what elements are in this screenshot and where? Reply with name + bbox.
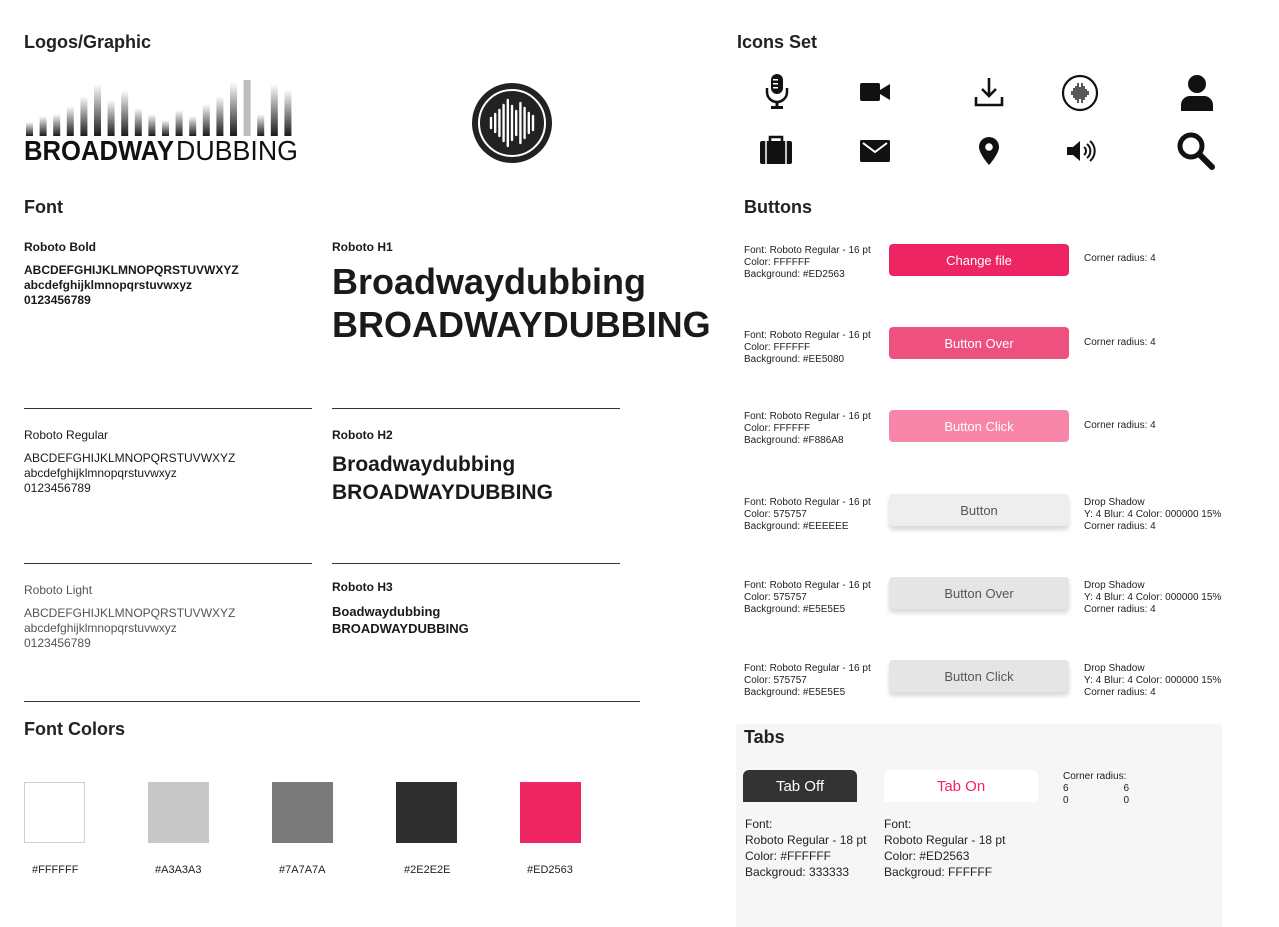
font-name: Roboto H3	[332, 580, 393, 594]
logo-bar	[176, 110, 183, 136]
logo-bar	[67, 106, 74, 136]
logo-bar	[216, 96, 223, 136]
font-sample-regular	[24, 428, 304, 496]
h1-sample-line1: Broadwaydubbing	[332, 261, 646, 302]
logo-bar	[284, 90, 291, 136]
section-title-buttons: Buttons	[744, 197, 812, 217]
button-spec: Font: Roboto Regular - 16 pt Color: 575757 Background: #E5E5E5	[744, 663, 871, 698]
button-spec: Font: Roboto Regular - 16 pt Color: 575757 Background: #EEEEEE	[744, 497, 871, 532]
font-name: Roboto H1	[332, 240, 393, 254]
briefcase-icon	[759, 135, 793, 165]
logo-bar	[271, 84, 278, 136]
logo-bar	[94, 84, 101, 136]
location-pin-icon	[976, 135, 1002, 167]
h3-sample-line2: BROADWAYDUBBING	[332, 621, 469, 636]
divider	[24, 701, 640, 702]
tab-corner-radius-note: Corner radius: 6 6 0 0	[1063, 771, 1129, 806]
button-spec: Font: Roboto Regular - 16 pt Color: 575757 Background: #E5E5E5	[744, 580, 871, 615]
logo-bar	[148, 114, 155, 136]
uppercase-sample: ABCDEFGHIJKLMNOPQRSTUVWXYZ	[24, 606, 236, 620]
logo-bar	[189, 116, 196, 136]
microphone-icon	[761, 73, 793, 111]
button-over-gray[interactable]: Button Over	[889, 577, 1069, 609]
font-sample-h2	[332, 428, 632, 507]
lowercase-sample: abcdefghijklmnopqrstuvwxyz	[24, 278, 193, 292]
tab-off-spec: Font: Roboto Regular - 18 pt Color: #FFFFFF Backgroud: 333333	[745, 817, 867, 879]
h3-sample-line1: Boadwaydubbing	[332, 604, 441, 619]
digits-sample: 0123456789	[24, 636, 91, 650]
broadway-badge-logo	[471, 82, 553, 164]
color-swatch-white	[24, 782, 85, 843]
section-title-font: Font	[24, 197, 63, 217]
logo-word-bold: BROADWAY	[24, 135, 175, 164]
button-note: Drop Shadow Y: 4 Blur: 4 Color: 000000 15% Corner radius: 4	[1084, 497, 1222, 532]
uppercase-sample: ABCDEFGHIJKLMNOPQRSTUVWXYZ	[24, 263, 239, 277]
color-hex-label: #FFFFFF	[32, 864, 79, 876]
color-hex-label: #ED2563	[527, 864, 573, 876]
logo-bar	[162, 120, 169, 136]
section-title-tabs: Tabs	[744, 727, 785, 747]
h2-sample-line1: Broadwaydubbing	[332, 453, 516, 476]
tab-on[interactable]: Tab On	[884, 770, 1038, 802]
font-sample-h3	[332, 580, 632, 637]
logo-bar	[203, 104, 210, 136]
button-spec: Font: Roboto Regular - 16 pt Color: FFFFFF Background: #EE5080	[744, 330, 871, 365]
font-name: Roboto H2	[332, 428, 393, 442]
button-note: Corner radius: 4	[1084, 337, 1156, 348]
lowercase-sample: abcdefghijklmnopqrstuvwxyz	[24, 621, 177, 635]
speaker-volume-icon	[1066, 138, 1096, 164]
font-sample-light	[24, 583, 304, 651]
digits-sample: 0123456789	[24, 481, 91, 495]
mail-icon	[859, 139, 891, 163]
button-note: Corner radius: 4	[1084, 253, 1156, 264]
button-note: Drop Shadow Y: 4 Blur: 4 Color: 000000 15% Corner radius: 4	[1084, 663, 1222, 698]
logo-bar	[40, 116, 47, 136]
button-spec: Font: Roboto Regular - 16 pt Color: FFFFFF Background: #ED2563	[744, 245, 871, 280]
button-click-gray[interactable]: Button Click	[889, 660, 1069, 692]
h2-sample-line2: BROADWAYDUBBING	[332, 481, 553, 504]
divider	[24, 408, 312, 409]
uppercase-sample: ABCDEFGHIJKLMNOPQRSTUVWXYZ	[24, 451, 236, 465]
color-hex-label: #7A7A7A	[279, 864, 326, 876]
color-swatch-dark	[396, 782, 457, 843]
divider	[24, 563, 312, 564]
logo-bar	[121, 90, 128, 136]
logo-bar	[26, 122, 33, 136]
logo-bar	[80, 96, 87, 136]
color-swatch-pink	[520, 782, 581, 843]
logo-word-light: DUBBING	[176, 135, 298, 164]
logo-bar	[108, 100, 115, 136]
lowercase-sample: abcdefghijklmnopqrstuvwxyz	[24, 466, 177, 480]
color-hex-label: #A3A3A3	[155, 864, 202, 876]
section-title-icons: Icons Set	[737, 32, 818, 52]
divider	[332, 563, 620, 564]
logo-bar	[230, 82, 237, 136]
font-name: Roboto Light	[24, 583, 93, 597]
tab-off[interactable]: Tab Off	[743, 770, 857, 802]
section-title-logos: Logos/Graphic	[24, 32, 152, 52]
font-sample-h1	[332, 240, 712, 346]
video-camera-icon	[859, 80, 891, 104]
download-icon	[973, 76, 1005, 108]
color-hex-label: #2E2E2E	[404, 864, 451, 876]
sound-wave-badge-icon	[1061, 74, 1099, 112]
button-note: Drop Shadow Y: 4 Blur: 4 Color: 000000 15% Corner radius: 4	[1084, 580, 1222, 615]
color-swatch-light-gray	[148, 782, 209, 843]
logo-bar	[53, 114, 60, 136]
tab-on-spec: Font: Roboto Regular - 18 pt Color: #ED2563 Backgroud: FFFFFF	[884, 817, 1006, 879]
search-icon	[1176, 131, 1216, 171]
font-name: Roboto Regular	[24, 428, 109, 442]
user-icon	[1180, 74, 1214, 112]
broadway-logo	[24, 80, 300, 164]
section-title-font-colors: Font Colors	[24, 719, 125, 739]
button-click-pink[interactable]: Button Click	[889, 410, 1069, 442]
digits-sample: 0123456789	[24, 293, 91, 307]
button-over-pink[interactable]: Button Over	[889, 327, 1069, 359]
logo-bar	[244, 80, 251, 136]
button-default-gray[interactable]: Button	[889, 494, 1069, 526]
logo-bar	[135, 108, 142, 136]
change-file-button[interactable]: Change file	[889, 244, 1069, 276]
divider	[332, 408, 620, 409]
font-sample-bold	[24, 240, 304, 308]
button-spec: Font: Roboto Regular - 16 pt Color: FFFFFF Background: #F886A8	[744, 411, 871, 446]
h1-sample-line2: BROADWAYDUBBING	[332, 304, 711, 345]
color-swatch-gray	[272, 782, 333, 843]
logo-bar	[257, 114, 264, 136]
font-name: Roboto Bold	[24, 240, 96, 254]
button-note: Corner radius: 4	[1084, 420, 1156, 431]
